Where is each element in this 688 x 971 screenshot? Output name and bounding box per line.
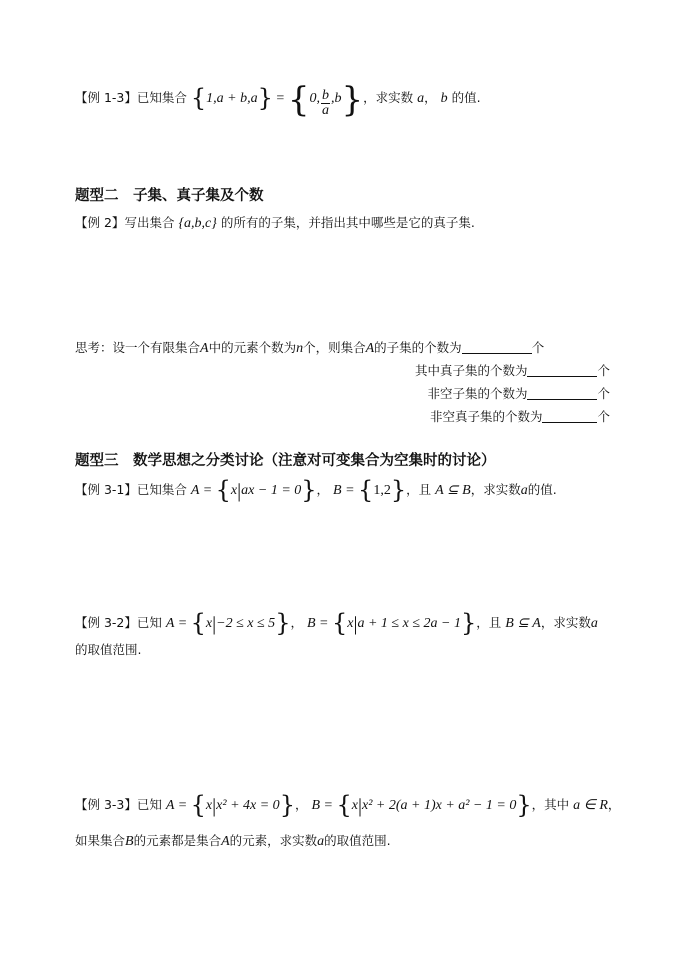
text: 的所有的子集，并指出其中哪些是它的真子集. <box>220 215 475 230</box>
example-3-2-line-2: 的取值范围. <box>75 642 142 657</box>
variable: a <box>417 91 425 106</box>
think-line-1: 思考：设一个有限集合A中的元素个数为n个，则集合A的子集的个数为 个 <box>75 340 545 356</box>
example-3-1: 【例 3-1】已知集合 A = {x|ax − 1 = 0}， B = {1,2}，且 A ⊆ B，求实数a的值. <box>75 476 557 504</box>
think-line-3: 非空子集的个数为 个 <box>427 386 610 401</box>
set-expression: B = {1,2} <box>333 476 407 504</box>
text: 写出集合 <box>124 215 175 230</box>
example-2 <box>75 213 475 234</box>
example-tag: 【例 2】 <box>75 215 125 230</box>
relation: B ⊆ A <box>505 616 541 631</box>
text: ，求实数 <box>363 90 414 105</box>
example-3-2: 【例 3-2】已知 A = {x|−2 ≤ x ≤ 5}， B = {x|a + 1 ≤ x ≤ 2a − 1}，且 B ⊆ A，求实数a <box>75 609 598 637</box>
set-expression: {1,a + b,a} = {0, $\frac{b}{a}$ ,b} <box>190 80 364 120</box>
text: 已知集合 <box>136 90 187 105</box>
example-tag: 【例 3-3】 <box>75 797 137 812</box>
text: ， <box>424 90 437 105</box>
think-line-4: 非空真子集的个数为 个 <box>429 409 610 424</box>
example-tag: 【例 3-1】 <box>75 482 137 497</box>
answer-blank[interactable] <box>527 363 597 377</box>
answer-blank[interactable] <box>527 386 597 400</box>
section-heading-2: 题型二 子集、真子集及个数 <box>75 188 264 204</box>
section-heading-3: 题型三 数学思想之分类讨论（注意对可变集合为空集时的讨论） <box>75 453 496 469</box>
set-expression: {a,b,c} <box>178 216 217 231</box>
example-tag: 【例 1-3】 <box>75 90 137 105</box>
example-1-3 <box>75 80 481 120</box>
set-expression: B = {x|x² + 2(a + 1)x + a² − 1 = 0} <box>311 791 532 819</box>
set-expression: A = {x|−2 ≤ x ≤ 5} <box>165 609 291 637</box>
example-3-3-line-2: 如果集合B的元素都是集合A的元素，求实数a的取值范围. <box>75 833 391 849</box>
relation: a ∈ R <box>573 798 608 813</box>
answer-blank[interactable] <box>542 409 597 423</box>
text: 的值. <box>447 90 481 105</box>
answer-blank[interactable] <box>462 340 532 354</box>
set-expression: A = {x|x² + 4x = 0} <box>165 791 295 819</box>
relation: A ⊆ B <box>435 483 471 498</box>
variable: a <box>520 483 528 498</box>
example-3-3: 【例 3-3】已知 A = {x|x² + 4x = 0}， B = {x|x² + 2(a + 1)x + a² − 1 = 0}，其中 a ∈ R， <box>75 791 621 819</box>
set-expression: A = {x|ax − 1 = 0} <box>190 476 317 504</box>
think-line-2: 其中真子集的个数为 个 <box>414 363 610 378</box>
variable: b <box>440 91 448 106</box>
variable: a <box>590 616 598 631</box>
set-expression: B = {x|a + 1 ≤ x ≤ 2a − 1} <box>306 609 477 637</box>
example-tag: 【例 3-2】 <box>75 615 137 630</box>
